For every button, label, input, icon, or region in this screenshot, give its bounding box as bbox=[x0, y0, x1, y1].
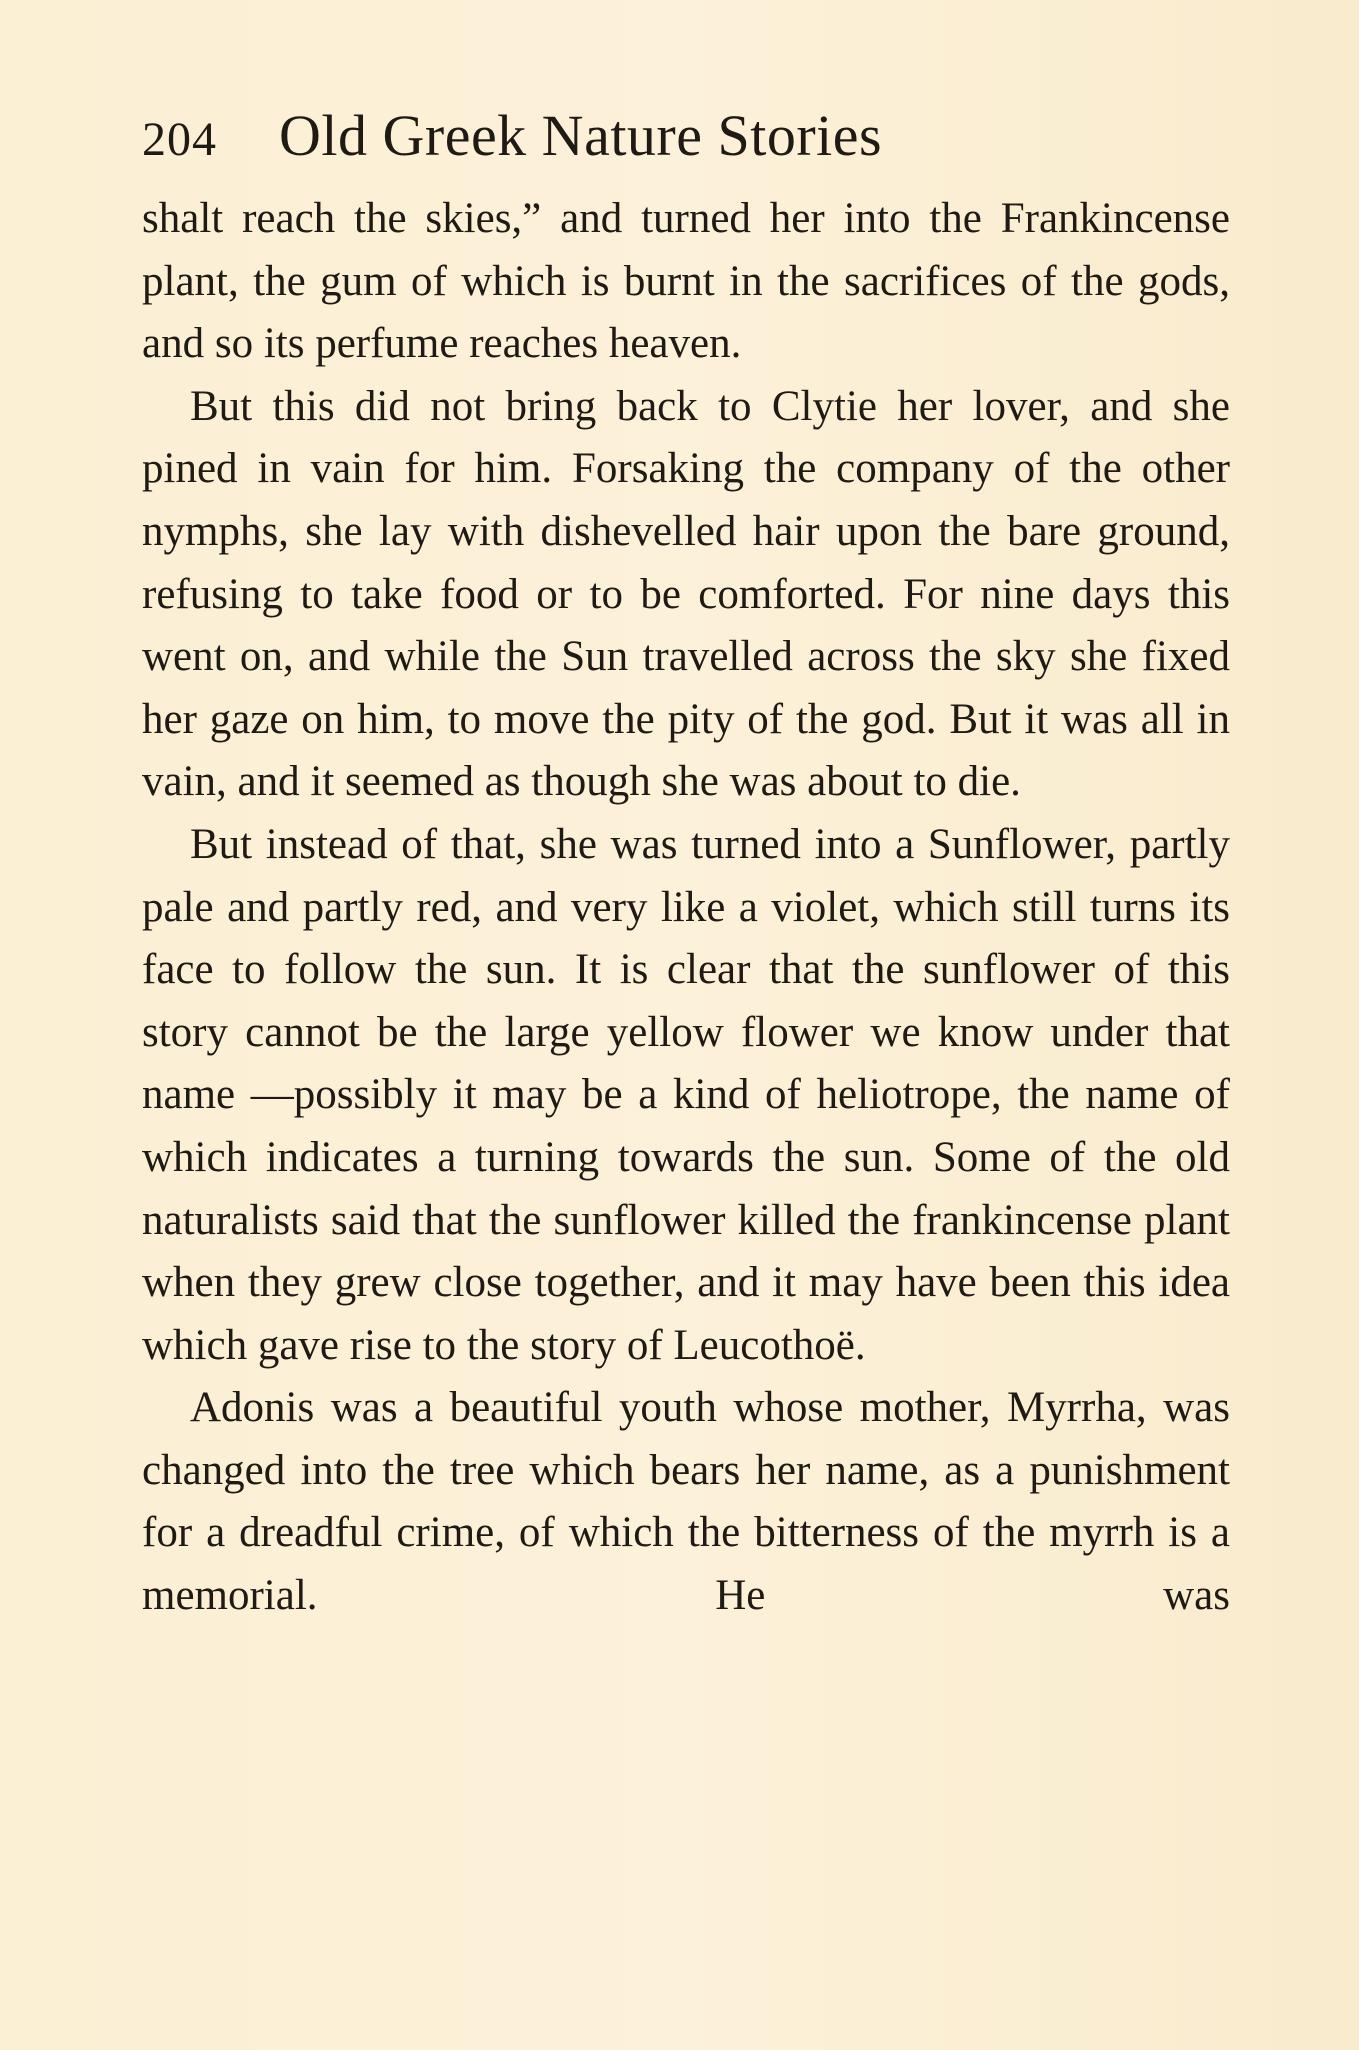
paragraph-sunflower: But instead of that, she was turned into a Sunflower, partly pale and partly red, and very like a violet, which still turns its face to follow the sun. It is clear that the sunflower of this story cannot be the large yellow flower we know under that name —possibly it may be a kind of heliotrope, the name of which indicates a turning towards the sun. Some of the old naturalists said that the sunflower killed the frankincense plant when they grew close together, and it may have been this idea which gave rise to the story of Leucothoë. bbox=[142, 820, 1230, 1369]
running-head bbox=[142, 102, 882, 178]
book-title: Old Greek Nature Stories bbox=[279, 103, 883, 168]
paragraph-continuation: shalt reach the skies,” and turned her into the Frankincense plant, the gum of which is burnt in the sacrifices of the gods, and so its perfume reaches heaven. bbox=[142, 195, 1230, 368]
paragraph-adonis: Adonis was a beautiful youth whose mother, Myrrha, was changed into the tree which bears her name, as a punishment for a dreadful crime, of which the bitterness of the myrrh is a memorial. He was bbox=[142, 1384, 1230, 1620]
paragraph-clytie: But this did not bring back to Clytie her lover, and she pined in vain for him. Forsaking the company of the other nymphs, she lay with dishevelled hair upon the bare ground, refusing to take food or to be comforted. For nine days this went on, and while the Sun travelled across the sky she fixed her gaze on him, to move the pity of the god. But it was all in vain, and it seemed as though she was about to die. bbox=[142, 382, 1230, 806]
body-text bbox=[142, 188, 1230, 1628]
page-number: 204 bbox=[142, 113, 217, 166]
